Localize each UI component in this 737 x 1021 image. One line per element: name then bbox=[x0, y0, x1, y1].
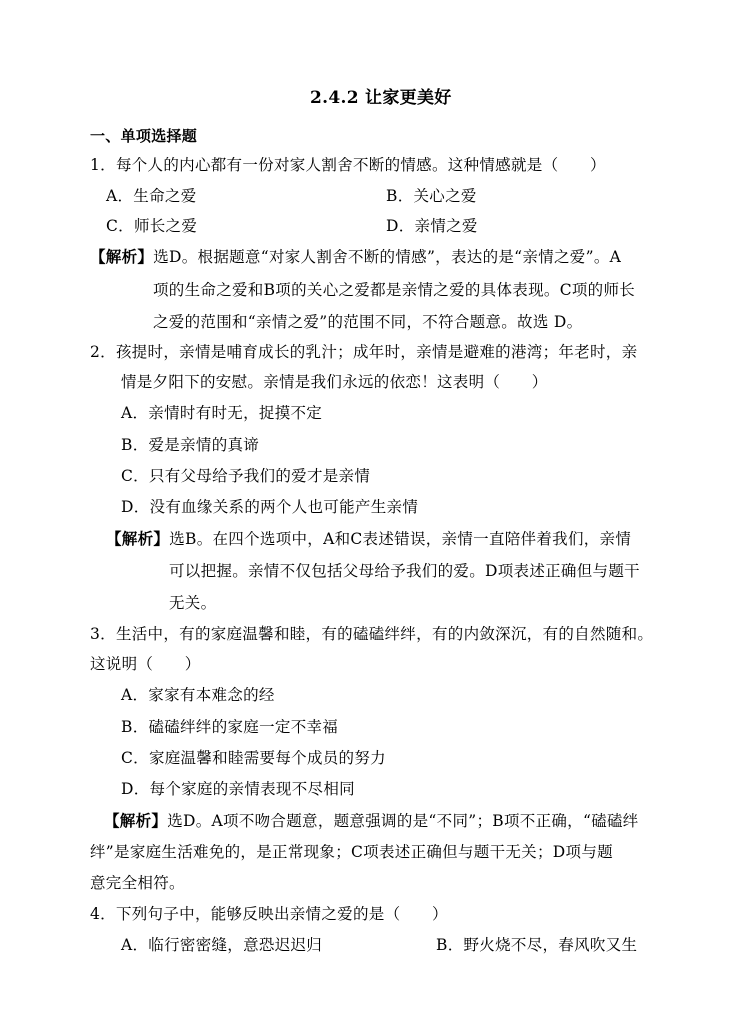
question-3-stem-line-2: 这说明（ ） bbox=[90, 655, 201, 673]
question-1-analysis-line-1 bbox=[90, 247, 621, 267]
question-4-stem: 4．下列句子中，能够反映出亲情之爱的是（ ） bbox=[90, 905, 448, 923]
analysis-text: 选B。在四个选项中，A和C表述错误，亲情一直陪伴着我们，亲情 bbox=[169, 530, 632, 548]
question-2-analysis-line-1 bbox=[106, 529, 631, 549]
analysis-tag: 【解析】 bbox=[90, 247, 154, 266]
question-3-stem-line-1: 3．生活中，有的家庭温馨和睦，有的磕磕绊绊，有的内敛深沉，有的自然随和。 bbox=[90, 625, 654, 643]
question-2-analysis-line-2: 可以把握。亲情不仅包括父母给予我们的爱。D项表述正确但与题干 bbox=[169, 562, 640, 580]
question-2-stem-line-2: 情是夕阳下的安慰。亲情是我们永远的依恋！这表明（ ） bbox=[121, 373, 548, 391]
question-1-stem: 1．每个人的内心都有一份对家人割舍不断的情感。这种情感就是（ ） bbox=[90, 156, 606, 174]
analysis-tag: 【解析】 bbox=[106, 529, 170, 548]
question-4-option-a: A．临行密密缝，意恐迟迟归 bbox=[121, 936, 323, 954]
question-2-option-c: C．只有父母给予我们的爱才是亲情 bbox=[121, 467, 371, 485]
analysis-text: 选D。根据题意“对家人割舍不断的情感”，表达的是“亲情之爱”。A bbox=[153, 248, 622, 266]
analysis-text: 选D。A项不吻合题意，题意强调的是“不同”；B项不正确，“磕磕绊 bbox=[167, 812, 639, 830]
question-1-analysis-line-3: 之爱的范围和“亲情之爱”的范围不同，不符合题意。故选 D。 bbox=[153, 313, 583, 331]
question-2-analysis-line-3: 无关。 bbox=[169, 594, 217, 612]
question-2-option-b: B．爱是亲情的真谛 bbox=[121, 436, 260, 454]
question-3-option-d: D．每个家庭的亲情表现不尽相同 bbox=[121, 780, 355, 798]
question-1-option-a: A．生命之爱 bbox=[106, 187, 197, 205]
question-1-option-c: C．师长之爱 bbox=[106, 217, 198, 235]
question-3-option-c: C．家庭温馨和睦需要每个成员的努力 bbox=[121, 749, 386, 767]
analysis-tag: 【解析】 bbox=[104, 811, 168, 830]
question-4-option-b: B．野火烧不尽，春风吹又生 bbox=[436, 936, 638, 954]
question-2-option-a: A．亲情时有时无，捉摸不定 bbox=[121, 404, 323, 422]
question-2-option-d: D．没有血缘关系的两个人也可能产生亲情 bbox=[121, 498, 419, 516]
question-3-option-b: B．磕磕绊绊的家庭一定不幸福 bbox=[121, 718, 339, 736]
question-1-option-d: D．亲情之爱 bbox=[386, 217, 478, 235]
question-3-option-a: A．家家有本难念的经 bbox=[121, 686, 275, 704]
section-heading: 一、单项选择题 bbox=[90, 127, 198, 145]
page-title: 2.4.2 让家更美好 bbox=[310, 88, 452, 108]
question-3-analysis-line-1 bbox=[104, 811, 639, 831]
question-3-analysis-line-2: 绊”是家庭生活难免的，是正常现象；C项表述正确但与题干无关；D项与题 bbox=[90, 843, 613, 861]
question-1-analysis-line-2: 项的生命之爱和B项的关心之爱都是亲情之爱的具体表现。C项的师长 bbox=[153, 281, 636, 299]
question-1-option-b: B．关心之爱 bbox=[386, 187, 477, 205]
question-3-analysis-line-3: 意完全相符。 bbox=[90, 874, 185, 892]
question-2-stem-line-1: 2．孩提时，亲情是哺育成长的乳汁；成年时，亲情是避难的港湾；年老时，亲 bbox=[90, 343, 638, 361]
